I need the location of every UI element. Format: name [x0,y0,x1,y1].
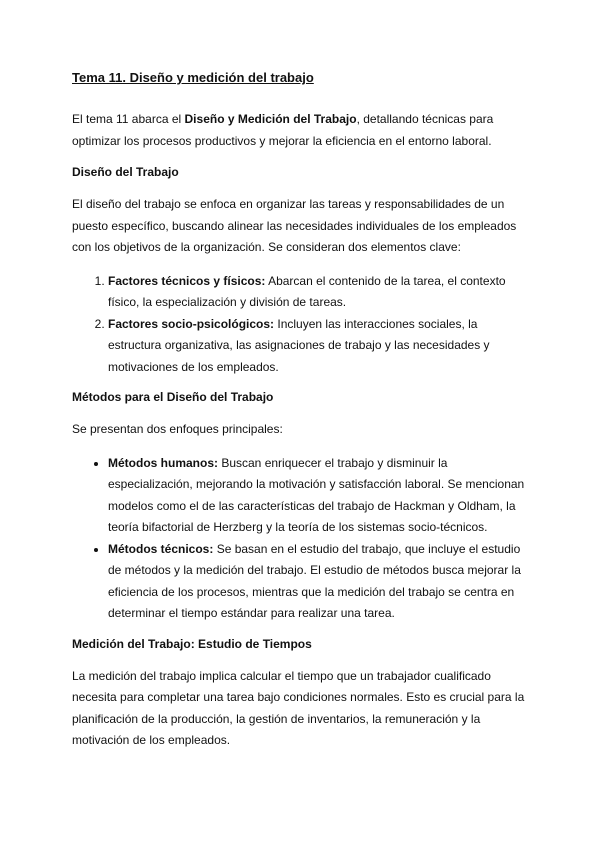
list-item-text: Se basan en el estudio del trabajo, que incluye el estudio de métodos y la medición del trabajo. El estudio de métodos busca mejorar la eficiencia de los procesos, mientras que la medición del trabajo se centra en determinar el tiempo estándar para realizar una tarea. [108,541,521,620]
list-item-text: Abarcan el contenido de la tarea, el contexto físico, la especialización y división de tareas. [108,273,506,309]
list-item-text: Incluyen las interacciones sociales, la estructura organizativa, las asignaciones de trabajo y las necesidades y motivaciones de los empleados. [108,316,490,374]
intro-text-bold: Diseño y Medición del Trabajo [184,112,357,126]
list-item [108,539,528,625]
intro-text-pre: El tema 11 abarca el [72,112,185,126]
intro-paragraph [72,109,528,152]
section-heading-medicion: Medición del Trabajo: Estudio de Tiempos [72,636,312,651]
section-paragraph-medicion: La medición del trabajo implica calcular el tiempo que un trabajador cualificado necesita para completar una tarea bajo condiciones normales. Esto es crucial para la planificación de la producción, la gestión de inventarios, la remuneración y la motivación de los empleados. [72,668,525,747]
intro-text-post: , detallando técnicas para optimizar los procesos productivos y mejorar la eficiencia en el entorno laboral. [72,112,494,148]
section-paragraph-diseno: El diseño del trabajo se enfoca en organizar las tareas y responsabilidades de un puesto específico, buscando alinear las necesidades individuales de los empleados con los objetivos de la organización. Se consideran dos elementos clave: [72,197,517,254]
numbered-list [72,271,528,379]
bullet-list [72,453,528,625]
list-item-label: Factores técnicos y físicos: [108,273,266,288]
section-heading-metodos: Métodos para el Diseño del Trabajo [72,390,274,404]
section-heading-diseno: Diseño del Trabajo [72,165,179,179]
list-item [108,314,528,379]
page-title: Tema 11. Diseño y medición del trabajo [72,70,314,85]
list-item-label: Métodos humanos: [108,455,218,470]
section-paragraph-metodos: Se presentan dos enfoques principales: [72,422,283,436]
list-item [108,271,528,314]
list-item-label: Factores socio-psicológicos: [108,316,275,331]
list-item [108,453,528,539]
list-item-text: Buscan enriquecer el trabajo y disminuir la especialización, mejorando la motivación y satisfacción laboral. Se mencionan modelos como el de las características del trabajo de Hackman y Oldham, la teoría bifactorial de Herzberg y la teoría de los sistemas socio-técnicos. [108,455,525,534]
list-item-label: Métodos técnicos: [108,541,214,556]
